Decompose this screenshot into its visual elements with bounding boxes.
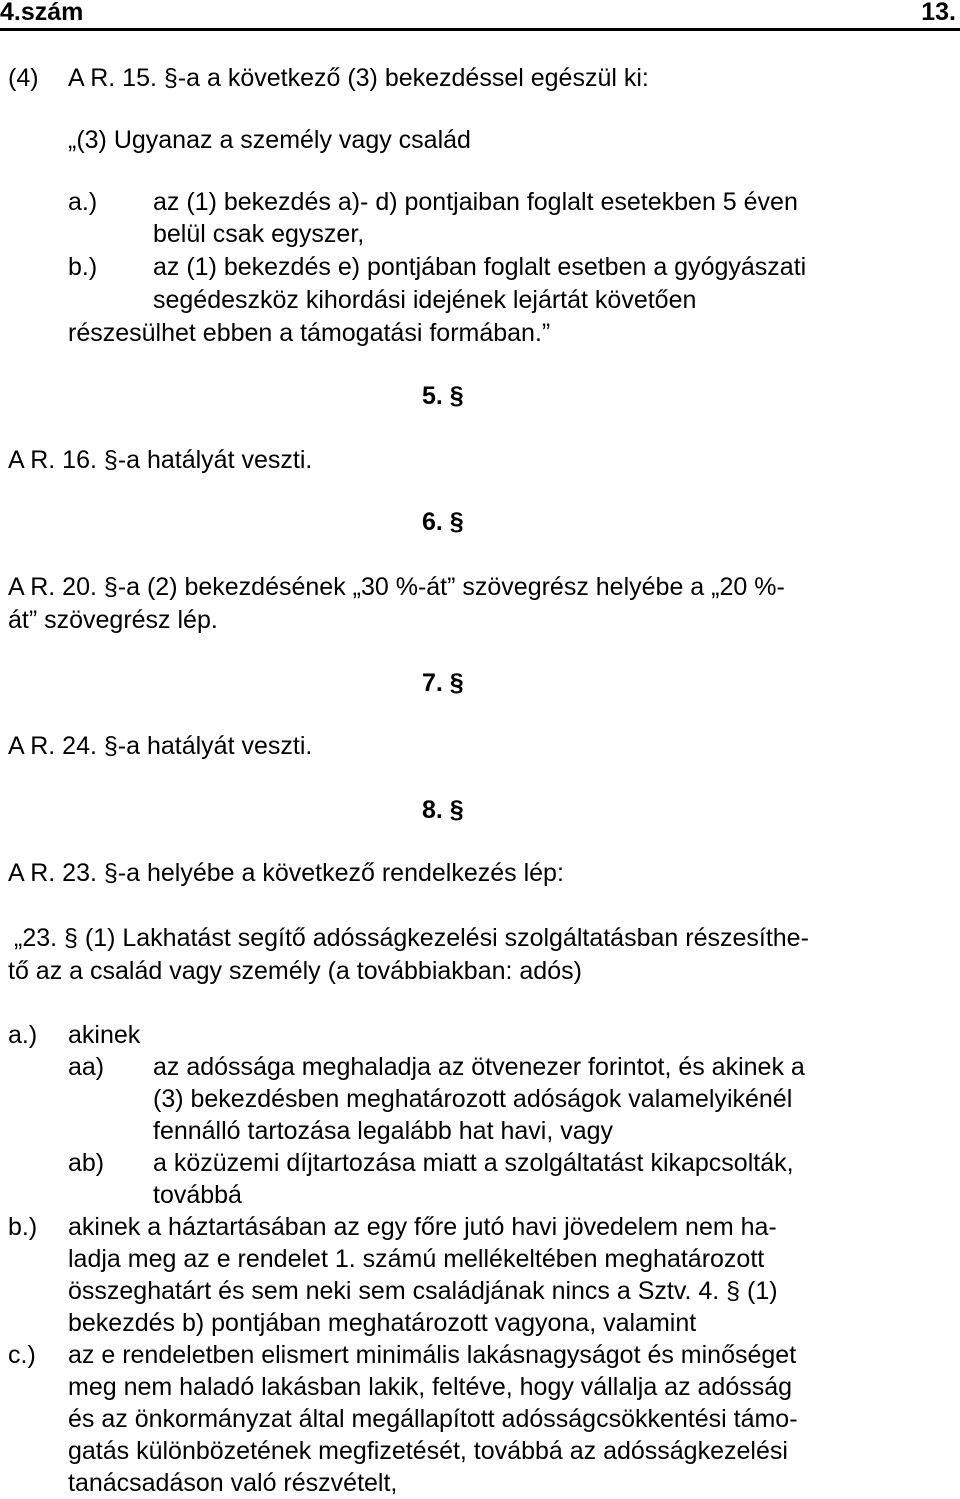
list-label-a: a.) bbox=[68, 188, 98, 216]
section-5-text: A R. 16. §-a hatályát veszti. bbox=[8, 446, 313, 474]
closing-text: részesülhet ebben a támogatási formában.” bbox=[68, 319, 551, 347]
list-label-aa: aa) bbox=[68, 1053, 105, 1081]
quote-start: „(3) Ugyanaz a személy vagy család bbox=[68, 126, 471, 154]
list-item-c-line5: tanácsadáson való részvételt, bbox=[68, 1469, 398, 1497]
list-label-ab: ab) bbox=[68, 1149, 105, 1177]
section-8-text: A R. 23. §-a helyébe a következő rendelkezés lép: bbox=[8, 859, 564, 887]
list-item-ab-line1: a közüzemi díjtartozása miatt a szolgáltatást kikapcsolták, bbox=[153, 1149, 794, 1177]
list-item-aa-line3: fennálló tartozása legalább hat havi, vagy bbox=[153, 1117, 614, 1145]
section-title-6: 6. § bbox=[422, 508, 464, 536]
section-7-text: A R. 24. §-a hatályát veszti. bbox=[8, 732, 313, 760]
list-item-aa-line1: az adóssága meghaladja az ötvenezer forintot, és akinek a bbox=[153, 1053, 805, 1081]
section-6-line1: A R. 20. §-a (2) bekezdésének „30 %-át” szövegrész helyébe a „20 %- bbox=[8, 573, 785, 601]
paragraph-number: (4) bbox=[8, 64, 39, 92]
section-title-5: 5. § bbox=[422, 382, 464, 410]
list-label-b: b.) bbox=[8, 1213, 38, 1241]
section-8-p1-line1: „23. § (1) Lakhatást segítő adósságkezelési szolgáltatásban részesíthe- bbox=[14, 924, 809, 952]
list-item-b-line2: ladja meg az e rendelet 1. számú mellékeltében meghatározott bbox=[68, 1245, 765, 1273]
list-label-a: a.) bbox=[8, 1021, 38, 1049]
list-item-a-line2: belül csak egyszer, bbox=[153, 220, 365, 248]
list-item-b-line1: akinek a háztartásában az egy főre jutó havi jövedelem nem ha- bbox=[68, 1213, 777, 1241]
list-item-c-line3: és az önkormányzat által megállapított adósságcsökkentési támo- bbox=[68, 1405, 798, 1433]
list-label-b: b.) bbox=[68, 253, 98, 281]
paragraph-text: A R. 15. §-a a következő (3) bekezdéssel egészül ki: bbox=[68, 64, 649, 92]
list-item-c-line1: az e rendeletben elismert minimális lakásnagyságot és minőséget bbox=[68, 1341, 797, 1369]
page-number: 13. bbox=[921, 0, 956, 26]
list-item-c-line4: gatás különbözetének megfizetését, továbbá az adósságkezelési bbox=[68, 1437, 788, 1465]
header-rule bbox=[0, 28, 960, 31]
list-item-a-text: akinek bbox=[68, 1021, 141, 1049]
list-item-b-line1: az (1) bekezdés e) pontjában foglalt esetben a gyógyászati bbox=[153, 253, 807, 281]
list-item-b-line4: bekezdés b) pontjában meghatározott vagyona, valamint bbox=[68, 1309, 697, 1337]
list-item-b-line3: összeghatárt és sem neki sem családjának nincs a Sztv. 4. § (1) bbox=[68, 1277, 778, 1305]
section-title-7: 7. § bbox=[422, 669, 464, 697]
section-6-line2: át” szövegrész lép. bbox=[8, 606, 218, 634]
section-title-8: 8. § bbox=[422, 796, 464, 824]
list-item-a-line1: az (1) bekezdés a)- d) pontjaiban foglalt esetekben 5 éven bbox=[153, 188, 798, 216]
list-label-c: c.) bbox=[8, 1341, 36, 1369]
list-item-b-line2: segédeszköz kihordási idejének lejártát követően bbox=[153, 286, 697, 314]
list-item-c-line2: meg nem haladó lakásban lakik, feltéve, hogy vállalja az adósság bbox=[68, 1373, 793, 1401]
section-8-p1-line2: tő az a család vagy személy (a továbbiakban: adós) bbox=[8, 957, 582, 985]
list-item-ab-line2: továbbá bbox=[153, 1181, 242, 1209]
list-item-aa-line2: (3) bekezdésben meghatározott adóságok valamelyikénél bbox=[153, 1085, 793, 1113]
page-header-left: 4.szám bbox=[0, 0, 84, 26]
